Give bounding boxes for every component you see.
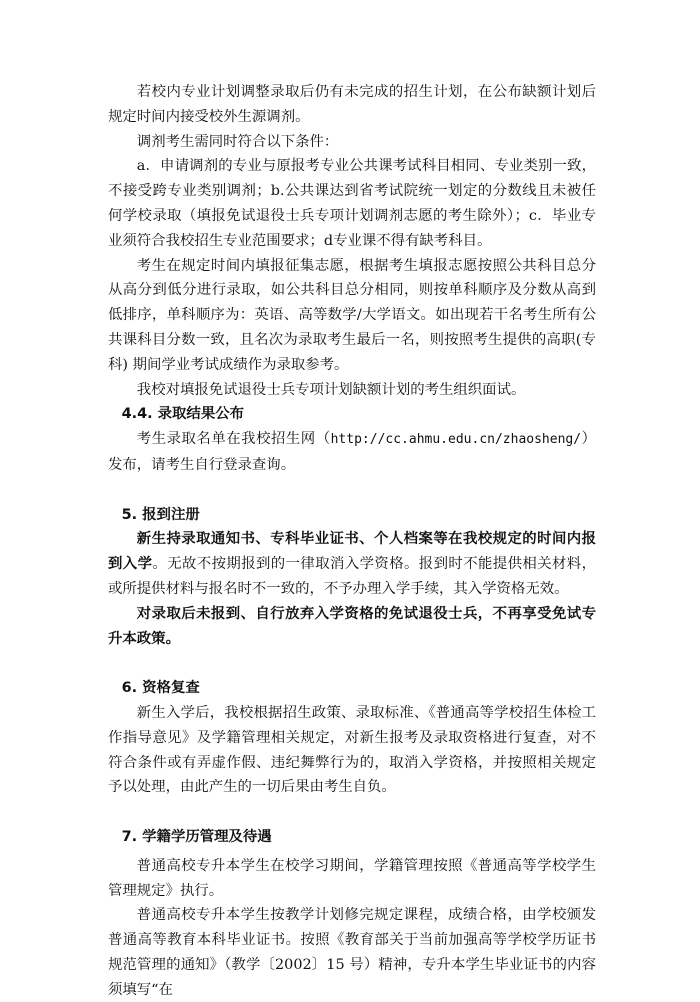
registration-rest-text: 。无故不按期报到的一律取消入学资格。报到时不能提供相关材料，或所提供材料与报名时不一致的，不予办理入学手续，其入学资格无效。 bbox=[108, 556, 596, 597]
paragraph-qualification-review: 新生入学后，我校根据招生政策、录取标准、《普通高等学校招生体检工作指导意见》及学籍管理相关规定，对新生报考及录取资格进行复查，对不符合条件或有弄虚作假、违纪舞弊行为的，取消入学资格，并按照相关规定予以处理，由此产生的一切后果由考生自负。 bbox=[108, 704, 596, 796]
admissions-website-link[interactable]: http://cc.ahmu.edu.cn/zhaosheng/ bbox=[330, 432, 582, 448]
paragraph-remaining-plan: 若校内专业计划调整录取后仍有未完成的招生计划，在公布缺额计划后规定时间内接受校外生源调剂。 bbox=[108, 84, 596, 125]
paragraph-adjust-conditions: a．申请调剂的专业与原报考专业公共课考试科目相同、专业类别一致，不接受跨专业类别调剂；b.公共课达到省考试院统一划定的分数线且未被任何学校录取（填报免试退役士兵专项计划调剂志愿的考生除外）；c．毕业专业须符合我校招生专业范围要求；d专业课不得有缺考科目。 bbox=[108, 158, 596, 249]
paragraph-admission-results bbox=[108, 427, 596, 478]
paragraph-admission-ranking: 考生在规定时间内填报征集志愿，根据考生填报志愿按照公共科目总分从高分到低分进行录取，如公共科目总分相同，则按单科顺序及分数从高到低排序，单科顺序为：英语、高等数学/大学语文。如出现若干名考生所有公共课科目分数一致，且名次为录取考生最后一名，则按照考生提供的高职(专科) 期间学业考试成绩作为录取参考。 bbox=[108, 257, 596, 373]
results-text-before: 考生录取名单在我校招生网（ bbox=[136, 431, 331, 448]
heading-admission-results: 4.4. 录取结果公布 bbox=[121, 406, 244, 423]
paragraph-registration bbox=[108, 527, 596, 601]
paragraph-diploma: 普通高校专升本学生按教学计划修完规定课程，成绩合格，由学校颁发普通高等教育本科毕业证书。按照《教育部关于当前加强高等学校学历证书规范管理的通知》（教学〔2002〕15 号）精神，专升本学生毕业证书的内容须填写“在 bbox=[108, 907, 596, 998]
paragraph-student-status: 普通高校专升本学生在校学习期间，学籍管理按照《普通高等学校学生管理规定》执行。 bbox=[108, 857, 596, 899]
paragraph-veteran-notice: 对录取后未报到、自行放弃入学资格的免试退役士兵，不再享受免试专升本政策。 bbox=[108, 605, 596, 647]
registration-bold-text: 新生持录取通知书、专科毕业证书、个人档案等在我校规定的时间内报到入学 bbox=[108, 531, 596, 573]
heading-registration: 5. 报到注册 bbox=[121, 506, 200, 523]
paragraph-adjust-conditions-intro: 调剂考生需同时符合以下条件： bbox=[136, 133, 339, 150]
paragraph-interview: 我校对填报免试退役士兵专项计划缺额计划的考生组织面试。 bbox=[136, 381, 526, 398]
heading-student-status: 7. 学籍学历管理及待遇 bbox=[121, 828, 272, 845]
heading-qualification-review: 6. 资格复查 bbox=[121, 680, 200, 697]
results-text-after: ）发布，请考生自行登录查询。 bbox=[108, 431, 596, 473]
